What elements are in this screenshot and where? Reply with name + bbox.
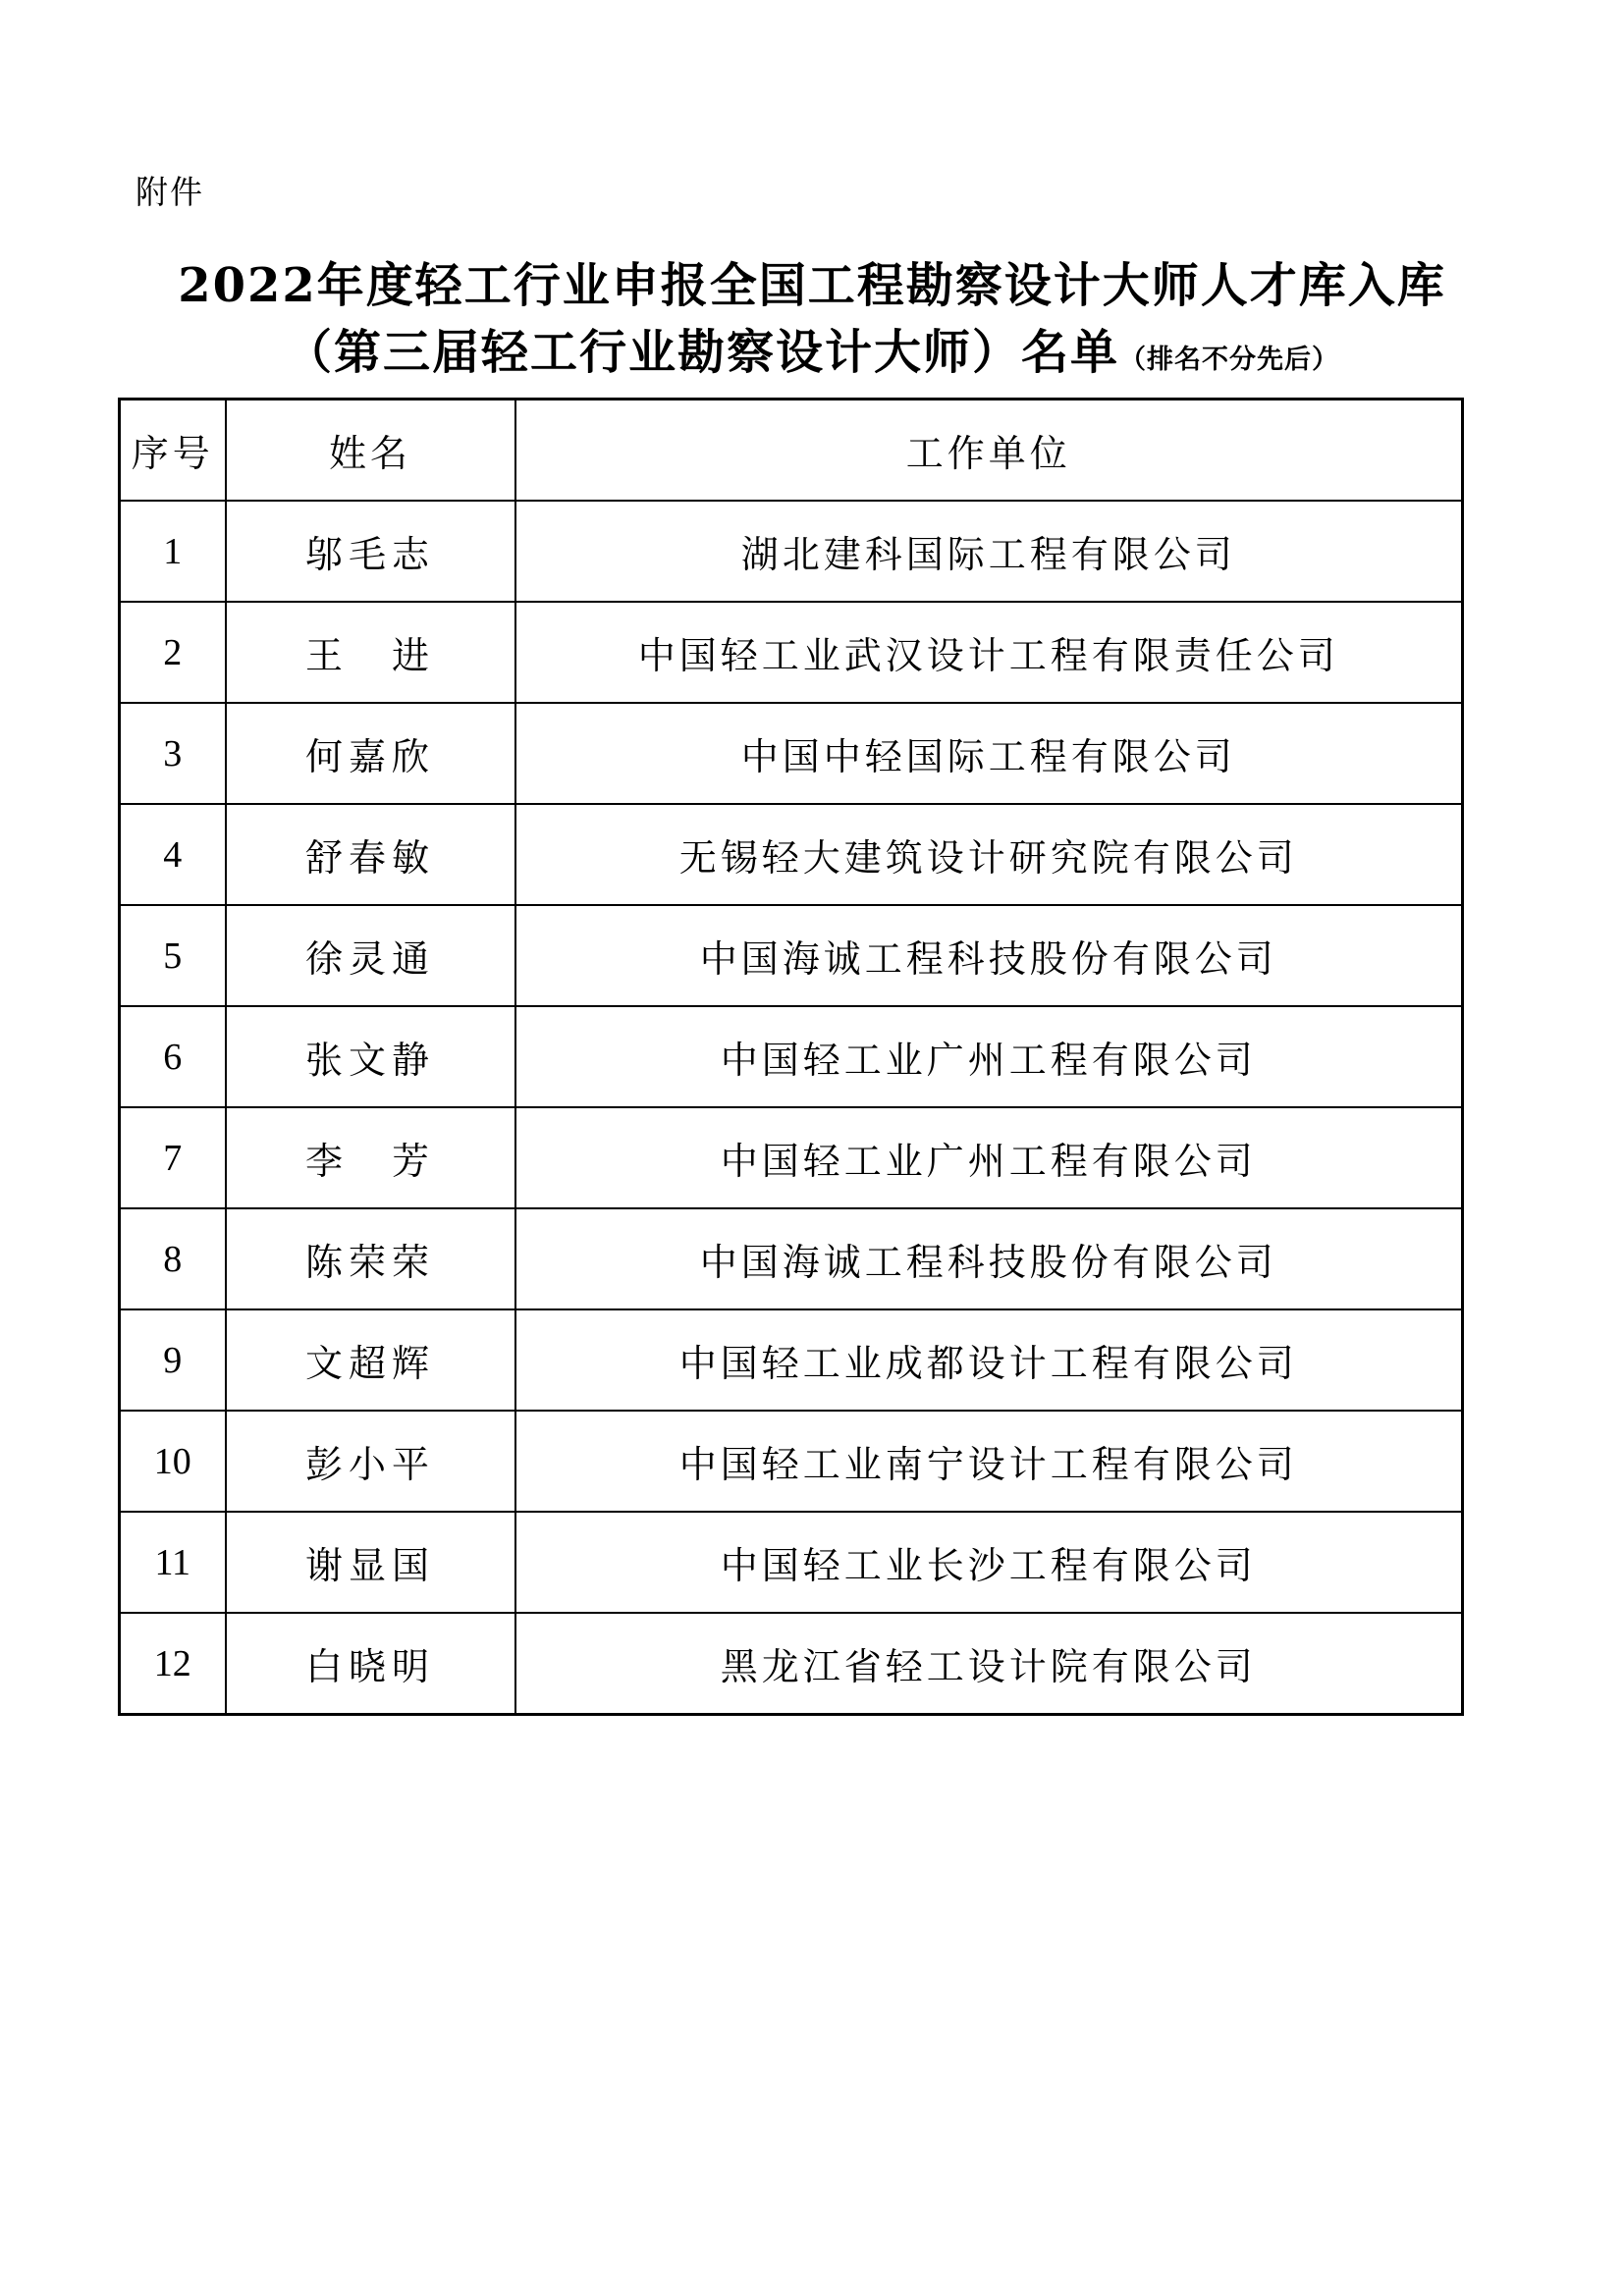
- row-index: 10: [120, 1411, 226, 1512]
- table-row: [120, 905, 1463, 1006]
- table-row: [120, 1613, 1463, 1715]
- row-unit: 中国轻工业广州工程有限公司: [515, 1107, 1463, 1208]
- row-name: 李 芳: [226, 1107, 515, 1208]
- table-row: [120, 501, 1463, 602]
- row-name: 文超辉: [226, 1309, 515, 1411]
- table-body: [120, 501, 1463, 1715]
- row-index: 3: [120, 703, 226, 804]
- row-name: 舒春敏: [226, 804, 515, 905]
- attachment-label: 附件: [135, 173, 204, 211]
- row-index: 8: [120, 1208, 226, 1309]
- row-index: 12: [120, 1613, 226, 1715]
- ranking-note: （排名不分先后）: [1119, 345, 1339, 375]
- row-name: 邬毛志: [226, 501, 515, 602]
- header-unit: 工作单位: [515, 400, 1463, 502]
- document-title-line-2-text: （第三届轻工行业勘察设计大师）名单: [284, 325, 1119, 380]
- row-index: 9: [120, 1309, 226, 1411]
- row-unit: 中国轻工业长沙工程有限公司: [515, 1512, 1463, 1613]
- row-index: 6: [120, 1006, 226, 1107]
- row-unit: 中国轻工业广州工程有限公司: [515, 1006, 1463, 1107]
- table-row: [120, 703, 1463, 804]
- row-unit: 中国中轻国际工程有限公司: [515, 703, 1463, 804]
- table-row: [120, 1512, 1463, 1613]
- row-index: 2: [120, 602, 226, 703]
- roster-table: [118, 398, 1464, 1716]
- row-name: 谢显国: [226, 1512, 515, 1613]
- row-name: 陈荣荣: [226, 1208, 515, 1309]
- header-index: 序号: [120, 400, 226, 502]
- row-name: 张文静: [226, 1006, 515, 1107]
- row-unit: 中国轻工业武汉设计工程有限责任公司: [515, 602, 1463, 703]
- table-row: [120, 804, 1463, 905]
- row-name: 徐灵通: [226, 905, 515, 1006]
- header-name: 姓名: [226, 400, 515, 502]
- table-header-row: [120, 400, 1463, 502]
- table-row: [120, 1006, 1463, 1107]
- row-unit: 中国海诚工程科技股份有限公司: [515, 905, 1463, 1006]
- row-index: 1: [120, 501, 226, 602]
- table-row: [120, 1411, 1463, 1512]
- table-row: [120, 1208, 1463, 1309]
- table-row: [120, 602, 1463, 703]
- row-unit: 湖北建科国际工程有限公司: [515, 501, 1463, 602]
- table-row: [120, 1309, 1463, 1411]
- row-index: 4: [120, 804, 226, 905]
- row-index: 7: [120, 1107, 226, 1208]
- row-unit: 中国轻工业成都设计工程有限公司: [515, 1309, 1463, 1411]
- row-name: 王 进: [226, 602, 515, 703]
- row-index: 5: [120, 905, 226, 1006]
- document-title-line-1: 2022年度轻工行业申报全国工程勘察设计大师人才库入库: [178, 258, 1446, 313]
- row-unit: 无锡轻大建筑设计研究院有限公司: [515, 804, 1463, 905]
- row-name: 白晓明: [226, 1613, 515, 1715]
- row-unit: 中国轻工业南宁设计工程有限公司: [515, 1411, 1463, 1512]
- row-unit: 黑龙江省轻工设计院有限公司: [515, 1613, 1463, 1715]
- row-unit: 中国海诚工程科技股份有限公司: [515, 1208, 1463, 1309]
- row-name: 何嘉欣: [226, 703, 515, 804]
- row-name: 彭小平: [226, 1411, 515, 1512]
- table-row: [120, 1107, 1463, 1208]
- row-index: 11: [120, 1512, 226, 1613]
- document-title-line-2: [0, 314, 1624, 382]
